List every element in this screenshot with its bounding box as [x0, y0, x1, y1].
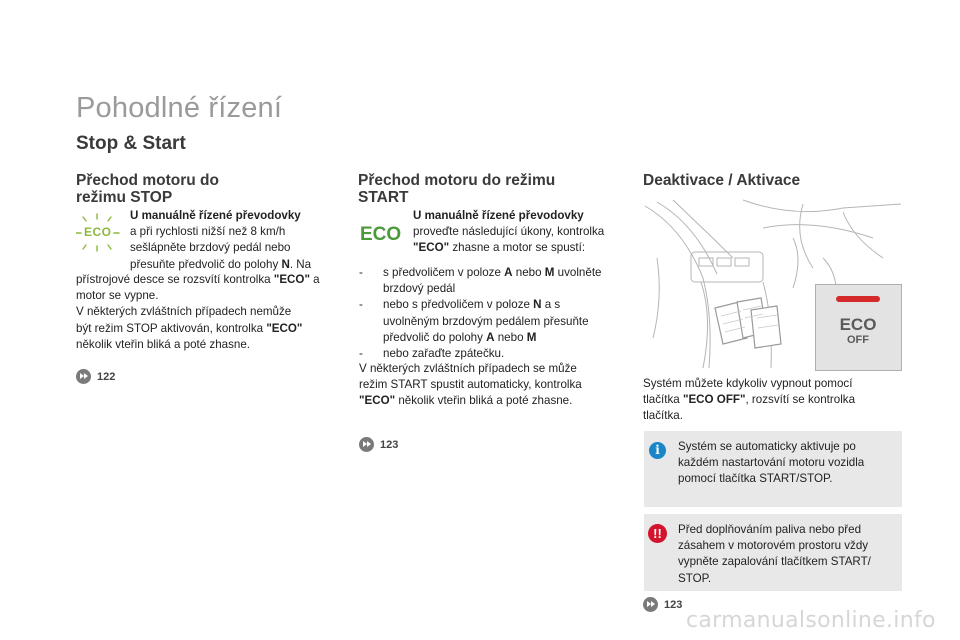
double-arrow-icon — [76, 369, 91, 384]
eco-off-button-label: ECO — [839, 315, 877, 334]
info-box — [644, 431, 902, 507]
stop-heading: Přechod motoru do režimu STOP — [76, 172, 219, 206]
start-heading: Přechod motoru do režimu START — [358, 172, 556, 206]
double-arrow-icon — [643, 597, 658, 612]
page-subtitle: Stop & Start — [76, 133, 186, 154]
start-text-indented: U manuálně řízené převodovky proveďte následující úkony, kontrolka "ECO" zhasne a motor se spustí: — [413, 209, 605, 255]
warning-box — [644, 514, 902, 591]
button-red-led — [836, 296, 880, 302]
double-arrow-icon — [359, 437, 374, 452]
info-icon: i — [649, 442, 666, 459]
list-item: - nebo s předvoličem v poloze N a s uvolněným brzdovým pedálem přesuňte předvolič do polohy A nebo M — [359, 298, 589, 344]
list-item: - nebo zařaďte zpátečku. — [359, 347, 505, 361]
eco-icon-label: ECO — [84, 225, 112, 239]
deactivate-heading: Deaktivace / Aktivace — [643, 172, 801, 189]
deactivate-text: Systém můžete kdykoliv vypnout pomocí tlačítka "ECO OFF", rozsvítí se kontrolka tlačítka. — [643, 377, 856, 423]
page-ref-123-b[interactable]: 123 — [643, 597, 682, 612]
eco-off-button-callout[interactable] — [815, 284, 902, 371]
eco-off-button-sublabel: OFF — [847, 334, 869, 346]
stop-text-indented: U manuálně řízené převodovky a při rychlosti nižší než 8 km/h sešlápněte brzdový pedál nebo přesuňte předvolič do polohy N. Na — [130, 209, 312, 271]
warning-icon: !! — [648, 524, 667, 543]
watermark: carmanualsonline.info — [686, 608, 936, 633]
start-text-body: V některých zvláštních případech se může režim START spustit automaticky, kontrolka "ECO" několik vteřin bliká a poté zhasne. — [359, 362, 582, 408]
warning-text: Před doplňováním paliva nebo před zásahem v motorovém prostoru vždy vypněte zapalování tlačítkem START/ STOP. — [678, 523, 871, 585]
eco-indicator-icon — [76, 212, 126, 252]
list-item: - s předvoličem v poloze A nebo M uvolněte brzdový pedál — [359, 266, 602, 296]
page-ref-123-a[interactable]: 123 — [359, 437, 398, 452]
stop-text-body: přístrojové desce se rozsvítí kontrolka "ECO" a motor se vypne. V některých zvláštních případech nemůže být režim STOP aktivován, kontrolka "ECO" několik vteřin bliká a poté zhasne. — [76, 273, 320, 351]
page-ref-122[interactable]: 122 — [76, 369, 115, 384]
eco-indicator-icon-plain: ECO — [360, 224, 402, 245]
start-steps-list — [359, 265, 634, 362]
page-title: Pohodlné řízení — [76, 92, 283, 124]
info-text: Systém se automaticky aktivuje po každém nastartování motoru vozidla pomocí tlačítka START/STOP. — [678, 440, 865, 486]
